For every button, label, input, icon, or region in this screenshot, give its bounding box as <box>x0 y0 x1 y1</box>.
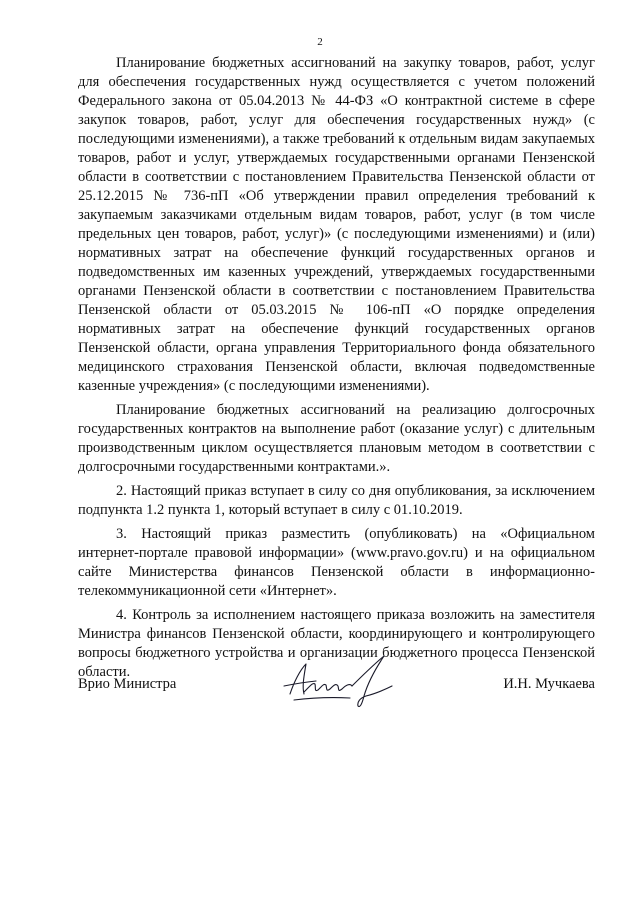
paragraph-item-2: 2. Настоящий приказ вступает в силу со дня опубликования, за исключением подпункта 1.2 пункта 1, который вступает в силу с 01.10.2019. <box>78 483 595 518</box>
paragraph-long-term-contracts: Планирование бюджетных ассигнований на реализацию долгосрочных государственных контрактов на выполнение работ (оказание услуг) с длительным производственным циклом осуществляется плановым методом в соответствии с долгосрочными государственными контрактами.». <box>78 402 595 475</box>
paragraph-item-3: 3. Настоящий приказ разместить (опубликовать) на «Официальном интернет-портале правовой информации» (www.pravo.gov.ru) и на официальном сайте Министерства финансов Пензенской области в информационно-телекоммуникационной сети «Интернет». <box>78 526 595 599</box>
signatory-position: Врио Министра <box>78 676 177 692</box>
handwritten-signature <box>280 648 398 710</box>
paragraph-item-4: 4. Контроль за исполнением настоящего приказа возложить на заместителя Министра финансов Пензенской области, координирующего и контролирующего вопросы бюджетного устройства и организации бюджетного процесса Пензенской области. <box>78 607 595 680</box>
paragraph-budget-procurement: Планирование бюджетных ассигнований на закупку товаров, работ, услуг для обеспечения государственных нужд осуществляется с учетом положений Федерального закона от 05.04.2013 № 44-ФЗ «О контрактной системе в сфере закупок товаров, работ, услуг для обеспечения государственных нужд» (с последующими изменениями), а также требований к отдельным видам закупаемых товаров, работ и услуг, утверждаемых государственными органами Пензенской области в соответствии с постановлением Правительства Пензенской области от 25.12.2015 № 736-пП «Об утверждении правил определения требований к закупаемым заказчиками отдельным видам товаров, работ, услуг (в том числе предельных цен товаров, работ, услуг)» (с последующими изменениями) и (или) нормативных затрат на обеспечение функций государственных органов и подведомственных им казенных учреждений, утверждаемых государственными органами Пензенской области в соответствии с постановлением Правительства Пензенской области от 05.03.2015 № 106-пП «О порядке определения нормативных затрат на обеспечение функций государственных органов Пензенской области, органа управления Территориального фонда обязательного медицинского страхования Пензенской области, включая подведомственные казенные учреждения» (с последующими изменениями). <box>78 55 595 394</box>
signatory-name: И.Н. Мучкаева <box>503 676 595 692</box>
document-body <box>78 54 595 687</box>
page-number: 2 <box>317 36 323 48</box>
